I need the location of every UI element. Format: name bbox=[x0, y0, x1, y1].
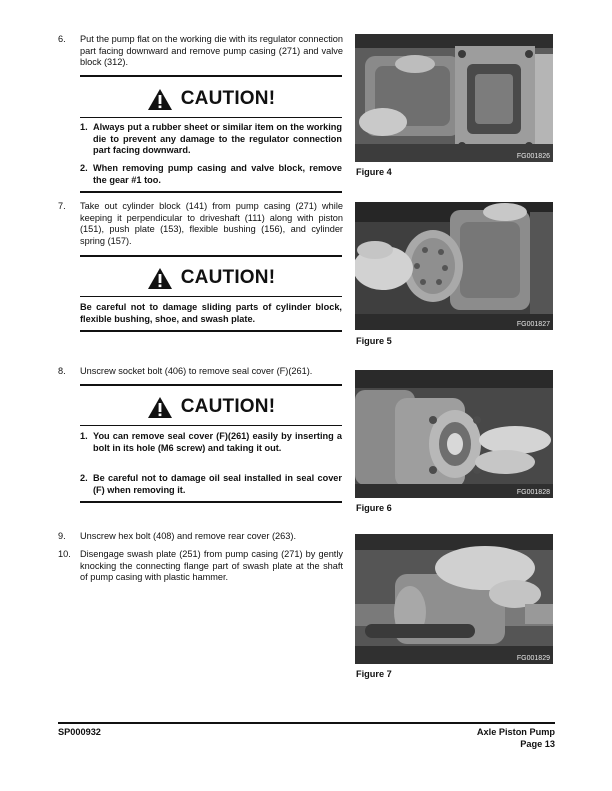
step-9 bbox=[58, 531, 343, 543]
warning-triangle-icon bbox=[147, 396, 173, 419]
caution-note bbox=[80, 431, 342, 467]
note-text: You can remove seal cover (F)(261) easily by inserting a bolt in its hole (M6 screw) and taking it out. bbox=[93, 431, 342, 453]
figure-6-photo bbox=[355, 370, 553, 498]
figure-code: FG001828 bbox=[516, 489, 550, 496]
caution-note bbox=[80, 473, 342, 497]
step-7 bbox=[58, 201, 343, 249]
caution-note bbox=[80, 122, 342, 158]
figure-4-photo bbox=[355, 34, 553, 162]
caution-header bbox=[80, 84, 342, 114]
caution-title: CAUTION! bbox=[180, 396, 276, 417]
note-text: Be careful not to damage sliding parts of cylinder block, flexible bushing, shoe, and swash plate. bbox=[80, 302, 342, 324]
caution-bottom-rule bbox=[80, 501, 342, 503]
figure-5-label: Figure 5 bbox=[356, 336, 392, 346]
note-number: 1. bbox=[80, 122, 88, 132]
step-number: 6. bbox=[58, 34, 66, 44]
caution-mid-rule bbox=[80, 296, 342, 297]
caution-mid-rule bbox=[80, 117, 342, 118]
step-10 bbox=[58, 549, 343, 585]
figure-6-label: Figure 6 bbox=[356, 503, 392, 513]
note-number: 2. bbox=[80, 473, 88, 483]
footer-doc-number: SP000932 bbox=[58, 727, 101, 737]
warning-triangle-icon bbox=[147, 267, 173, 290]
warning-triangle-icon bbox=[147, 88, 173, 111]
step-text: Unscrew socket bolt (406) to remove seal cover (F)(261). bbox=[80, 366, 313, 376]
step-text: Disengage swash plate (251) from pump casing (271) by gently knocking the connecting flange part of swash plate at the shaft of pump casing with plastic hammer. bbox=[80, 549, 343, 583]
caution-title: CAUTION! bbox=[180, 267, 276, 288]
step-number: 7. bbox=[58, 201, 66, 211]
figure-code: FG001829 bbox=[516, 655, 550, 662]
note-text: Always put a rubber sheet or similar item on the working die to prevent any damage to the regulator connection part facing downward. bbox=[93, 122, 342, 156]
footer-page-number: Page 13 bbox=[520, 739, 555, 749]
caution-top-rule bbox=[80, 384, 342, 386]
step-8 bbox=[58, 366, 343, 378]
note-number: 2. bbox=[80, 163, 88, 173]
figure-7-photo bbox=[355, 534, 553, 664]
note-number: 1. bbox=[80, 431, 88, 441]
step-number: 9. bbox=[58, 531, 66, 541]
figure-code: FG001826 bbox=[516, 153, 550, 160]
footer-rule bbox=[58, 722, 555, 724]
caution-title: CAUTION! bbox=[180, 88, 276, 109]
note-text: When removing pump casing and valve block, remove the gear #1 too. bbox=[93, 163, 342, 185]
caution-note bbox=[80, 302, 342, 326]
step-number: 8. bbox=[58, 366, 66, 376]
caution-top-rule bbox=[80, 75, 342, 77]
step-6 bbox=[58, 34, 343, 70]
figure-5-photo bbox=[355, 202, 553, 330]
footer-title: Axle Piston Pump bbox=[476, 727, 555, 737]
step-text: Put the pump flat on the working die with its regulator connection part facing downward and remove pump casing (271) and valve block (312). bbox=[80, 34, 344, 68]
step-number: 10. bbox=[58, 549, 71, 559]
caution-note bbox=[80, 163, 342, 187]
note-text: Be careful not to damage oil seal installed in seal cover (F) when removing it. bbox=[93, 473, 342, 495]
step-text: Unscrew hex bolt (408) and remove rear cover (263). bbox=[80, 531, 297, 541]
figure-7-label: Figure 7 bbox=[356, 669, 392, 679]
caution-bottom-rule bbox=[80, 330, 342, 332]
caution-header bbox=[80, 392, 342, 422]
step-text: Take out cylinder block (141) from pump casing (271) while keeping it perpendicular to driveshaft (111) along with piston (151), push plate (153), flexible bushing (156), and cylinder spring (157). bbox=[80, 201, 343, 246]
caution-mid-rule bbox=[80, 425, 342, 426]
caution-header bbox=[80, 263, 342, 293]
caution-top-rule bbox=[80, 255, 342, 257]
caution-bottom-rule bbox=[80, 191, 342, 193]
figure-code: FG001827 bbox=[516, 321, 550, 328]
figure-4-label: Figure 4 bbox=[356, 167, 392, 177]
